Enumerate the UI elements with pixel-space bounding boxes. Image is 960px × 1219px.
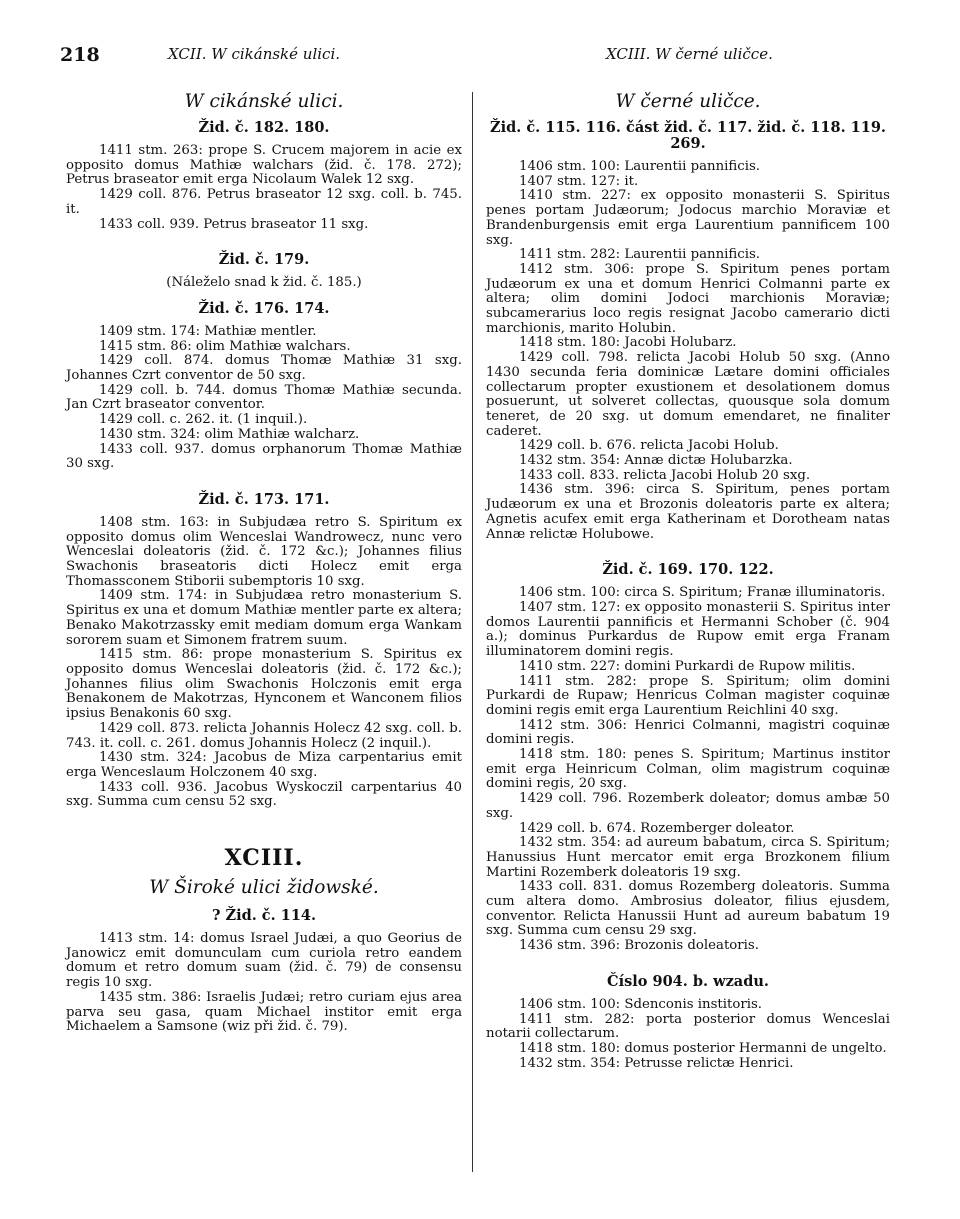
- entry-paragraph: 1436 stm. 396: Brozonis doleatoris.: [519, 938, 759, 954]
- entry-paragraph: 1411 stm. 282: Laurentii pannificis.: [519, 247, 761, 263]
- entry-paragraph: 1429 coll. b. 674. Rozemberger doleator.: [519, 820, 795, 836]
- entry-note: (Náleželo snad k žid. č. 185.): [166, 275, 362, 291]
- section-title: W Široké ulici židowské.: [149, 877, 379, 899]
- right-column: [486, 92, 890, 1071]
- entry-heading: Žid. č. 115. 116. část žid. č. 117. žid. č. 118. 119. 269.: [490, 119, 886, 152]
- entry-paragraph: 1430 stm. 324: Jacobus de Miza carpentarius emit erga Wenceslaum Holczonem 40 sxg.: [66, 750, 462, 780]
- entry-paragraph: 1432 stm. 354: ad aureum babatum, circa S. Spiritum; Hanussius Hunt mercator emit erga Brozkonem filium Martini Rozemberk doleatoris 19 sxg.: [486, 835, 890, 880]
- entry-paragraph: 1406 stm. 100: Sdenconis institoris.: [519, 996, 762, 1012]
- column-divider: [472, 92, 473, 1172]
- entry-paragraph: 1429 coll. 796. Rozemberk doleator; domus ambæ 50 sxg.: [486, 791, 890, 821]
- entry-heading: Žid. č. 169. 170. 122.: [602, 561, 774, 579]
- entry-paragraph: 1429 coll. 798. relicta Jacobi Holub 50 sxg. (Anno 1430 secunda feria dominicæ Lætare domini officiales collectarum propter exustionem et desolationem domus posuerunt, ut solveret collectas, quousque sola domum teneret, de 20 sxg. ut domum emendaret, ne finaliter caderet.: [486, 350, 890, 439]
- entry-paragraph: 1413 stm. 14: domus Israel Judæi, a quo Georius de Janowicz emit domunculam cum curiola retro eandem domum et retro domum suam (žid. č. 79) de consensu regis 10 sxg.: [66, 931, 462, 991]
- entry-paragraph: 1432 stm. 354: Petrusse relictæ Henrici.: [519, 1055, 794, 1071]
- entry-paragraph: 1433 coll. 939. Petrus braseator 11 sxg.: [99, 216, 369, 232]
- entry-heading: ? Žid. č. 114.: [211, 907, 317, 925]
- entry-paragraph: 1407 stm. 127: it.: [519, 173, 639, 189]
- entry-paragraph: 1433 coll. 831. domus Rozemberg doleatoris. Summa cum altera domo. Ambrosius doleator, filius ejusdem, conventor. Relicta Hanussii Hunt ad aureum babatum 19 sxg. Summa cum censu 29 sxg.: [486, 879, 890, 939]
- entry-paragraph: 1436 stm. 396: circa S. Spiritum, penes portam Judæorum ex una et Brozonis doleatoris parte ex altera; Agnetis acufex emit erga Katherinam et Dorotheam natas Annæ relictæ Holubowe.: [486, 482, 890, 542]
- entry-paragraph: 1435 stm. 386: Israelis Judæi; retro curiam ejus area parva seu gasa, quam Michael institor emit erga Michaelem a Samsone (wiz při žid. č. 79).: [66, 989, 462, 1035]
- entry-paragraph: 1433 coll. 936. Jacobus Wyskoczil carpentarius 40 sxg. Summa cum censu 52 sxg.: [66, 779, 462, 810]
- entry-paragraph: 1429 coll. 874. domus Thomæ Mathiæ 31 sxg. Johannes Czrt conventor de 50 sxg.: [66, 353, 462, 384]
- entry-paragraph: 1412 stm. 306: Henrici Colmanni, magistri coquinæ domini regis.: [486, 717, 890, 748]
- entry-paragraph: 1429 coll. 873. relicta Johannis Holecz 42 sxg. coll. b. 743. it. coll. c. 261. domus Johannis Holecz (2 inquil.).: [66, 720, 462, 751]
- chapter-number: XCIII.: [224, 845, 304, 872]
- entry-paragraph: 1418 stm. 180: domus posterior Hermanni de ungelto.: [519, 1040, 887, 1056]
- entry-paragraph: 1418 stm. 180: penes S. Spiritum; Martinus institor emit erga Heinricum Colman, olim magistrum coquinæ domini regis, 20 sxg.: [486, 747, 890, 792]
- entry-heading: Číslo 904. b. wzadu.: [607, 972, 769, 990]
- entry-paragraph: 1433 coll. 937. domus orphanorum Thomæ Mathiæ 30 sxg.: [66, 441, 462, 472]
- entry-paragraph: 1429 coll. b. 676. relicta Jacobi Holub.: [519, 438, 779, 454]
- entry-paragraph: 1406 stm. 100: circa S. Spiritum; Franæ illuminatoris.: [519, 585, 886, 601]
- entry-paragraph: 1415 stm. 86: olim Mathiæ walchars.: [99, 338, 351, 354]
- running-header: [60, 44, 900, 70]
- entry-paragraph: 1429 coll. 876. Petrus braseator 12 sxg. coll. b. 745. it.: [66, 187, 462, 217]
- entry-paragraph: 1418 stm. 180: Jacobi Holubarz.: [519, 335, 737, 351]
- section-title: W černé uličce.: [615, 91, 761, 112]
- entry-paragraph: 1430 stm. 324: olim Mathiæ walcharz.: [99, 426, 360, 442]
- right-running-title: XCIII. W černé uličce.: [606, 45, 773, 63]
- entry-paragraph: 1406 stm. 100: Laurentii pannificis.: [519, 159, 761, 174]
- entry-paragraph: 1409 stm. 174: Mathiæ mentler.: [99, 323, 317, 339]
- entry-paragraph: 1411 stm. 263: prope S. Crucem majorem in acie ex opposito domus Mathiæ walchars (žid. č. 178. 272); Petrus braseator emit erga Nicolaum Walek 12 sxg.: [66, 143, 462, 188]
- entry-heading: Žid. č. 176. 174.: [198, 299, 330, 317]
- section-title: W cikánské ulici.: [184, 91, 344, 112]
- entry-paragraph: 1410 stm. 227: domini Purkardi de Rupow militis.: [519, 658, 856, 674]
- entry-paragraph: 1433 coll. 833. relicta Jacobi Holub 20 sxg.: [519, 467, 811, 483]
- entry-heading: Žid. č. 173. 171.: [198, 490, 330, 508]
- entry-paragraph: 1429 coll. b. 744. domus Thomæ Mathiæ secunda. Jan Czrt braseator conventor.: [66, 382, 462, 413]
- entry-paragraph: 1411 stm. 282: porta posterior domus Wenceslai notarii collectarum.: [486, 1011, 890, 1042]
- entry-paragraph: 1415 stm. 86: prope monasterium S. Spiritus ex opposito domus Wenceslai doleatoris (žid. č. 172 &c.); Johannes filius olim Swachonis Holczonis emit erga Benakonem de Makotrzas, Hynconem et Wanconem filios ipsius Benakonis 60 sxg.: [66, 647, 462, 722]
- entry-heading: Žid. č. 182. 180.: [198, 119, 330, 136]
- entry-paragraph: 1412 stm. 306: prope S. Spiritum penes portam Judæorum ex una et domum Henrici Colmanni parte ex altera; olim domini Jodoci marchionis Moraviæ; subcamerarius loco regis resignat Jacobo camerario dicti marchionis, marito Holubin.: [486, 261, 890, 336]
- entry-paragraph: 1411 stm. 282: prope S. Spiritum; olim domini Purkardi de Rupaw; Henricus Colman magister coquinæ domini regis emit erga Laurentium Reichlini 40 sxg.: [486, 673, 890, 718]
- entry-heading: Žid. č. 179.: [218, 251, 310, 269]
- entry-paragraph: 1432 stm. 354: Annæ dictæ Holubarzka.: [519, 453, 793, 469]
- entry-paragraph: 1410 stm. 227: ex opposito monasterii S. Spiritus penes portam Judæorum; Jodocus marchio Moraviæ et Brandenburgensis emit erga Laurentium pannificem 100 sxg.: [486, 188, 890, 248]
- entry-paragraph: 1429 coll. c. 262. it. (1 inquil.).: [99, 412, 308, 428]
- entry-paragraph: 1408 stm. 163: in Subjudæa retro S. Spiritum ex opposito domus olim Wenceslai Wandrowecz, nunc vero Wenceslai doleatoris (žid. č. 172 &c.); Johannes filius Swachonis braseatoris dicti Holecz emit erga Thomassconem Stiborii subemptoris 10 sxg.: [66, 514, 462, 589]
- left-column: [66, 92, 462, 1035]
- entry-paragraph: 1409 stm. 174: in Subjudæa retro monasterium S. Spiritus ex una et domum Mathiæ mentler parte ex altera; Benako Makotrzassky emit mediam domum erga Wankam sororem suam et Simonem fratrem suum.: [66, 588, 462, 648]
- entry-paragraph: 1407 stm. 127: ex opposito monasterii S. Spiritus inter domos Laurentii pannificis et Hermanni Schober (č. 904 a.); dominus Purkardus de Rupow emit erga Franam illuminatorem domini regis.: [486, 599, 890, 660]
- page-number: 218: [60, 44, 100, 66]
- left-running-title: XCII. W cikánské ulici.: [168, 45, 341, 63]
